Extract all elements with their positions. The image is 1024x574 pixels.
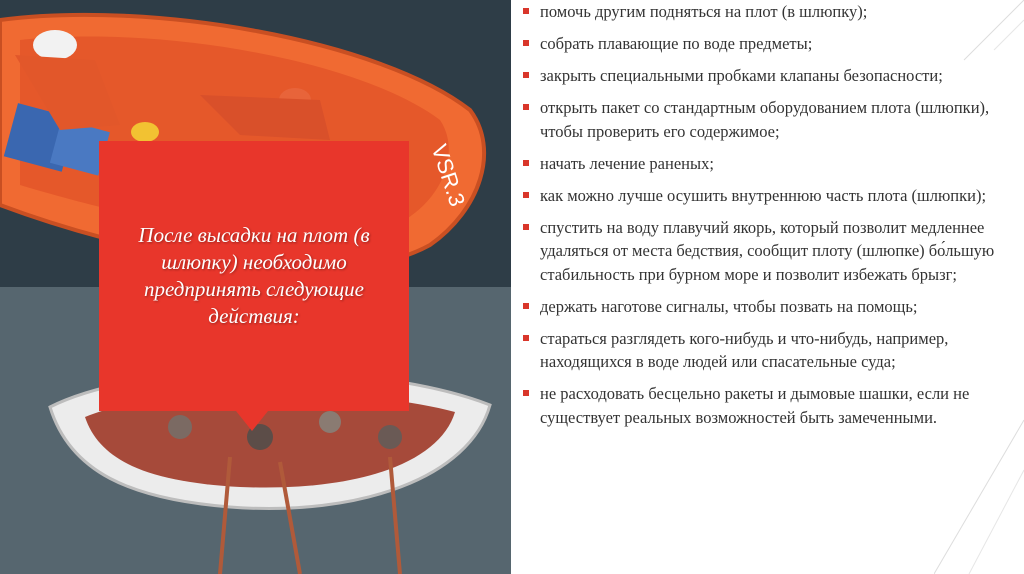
bullet-icon xyxy=(523,303,529,309)
list-item xyxy=(523,382,1003,429)
list-item-text: стараться разглядеть кого-нибудь и что-нибудь, например, находящихся в воде людей или спасательные суда; xyxy=(540,328,949,371)
bullet-icon xyxy=(523,104,529,110)
list-item-text: собрать плавающие по воде предметы; xyxy=(540,34,813,53)
bullet-icon xyxy=(523,192,529,198)
list-item xyxy=(523,327,1003,374)
list-item xyxy=(523,295,1003,319)
list-item xyxy=(523,96,1003,143)
list-item-text: спустить на воду плавучий якорь, который позволит медленнее удаляться от места бедствия, сообщит плоту (шлюпке) бо́льшую стабильность при бурном море и позволит избежать брызг; xyxy=(540,217,995,284)
callout-box xyxy=(99,141,409,411)
list-item xyxy=(523,152,1003,176)
actions-list xyxy=(523,0,1003,438)
list-item-text: закрыть специальными пробками клапаны безопасности; xyxy=(540,66,943,85)
callout-heading: После высадки на плот (в шлюпку) необходимо предпринять следующие действия: xyxy=(138,223,370,328)
bullet-icon xyxy=(523,72,529,78)
list-item-text: открыть пакет со стандартным оборудованием плота (шлюпки), чтобы проверить его содержимое; xyxy=(540,98,990,141)
list-item xyxy=(523,216,1003,287)
boat-marking: VSR.3 xyxy=(426,141,471,210)
list-item xyxy=(523,184,1003,208)
bullet-icon xyxy=(523,8,529,14)
bullet-icon xyxy=(523,224,529,230)
bullet-icon xyxy=(523,40,529,46)
bullet-icon xyxy=(523,160,529,166)
list-item xyxy=(523,64,1003,88)
list-item-text: держать наготове сигналы, чтобы позвать на помощь; xyxy=(540,296,918,316)
list-item xyxy=(523,32,1003,56)
list-item xyxy=(523,0,1003,24)
list-item-text: помочь другим подняться на плот (в шлюпку); xyxy=(540,2,868,21)
list-item-text: как можно лучше осушить внутреннюю часть плота (шлюпки); xyxy=(540,185,987,205)
bullet-icon xyxy=(523,390,529,396)
list-item-text: не расходовать бесцельно ракеты и дымовые шашки, если не существует реальных возможностей быть замеченными. xyxy=(540,384,970,427)
list-item-text: начать лечение раненых; xyxy=(540,153,714,173)
bullet-icon xyxy=(523,335,529,341)
